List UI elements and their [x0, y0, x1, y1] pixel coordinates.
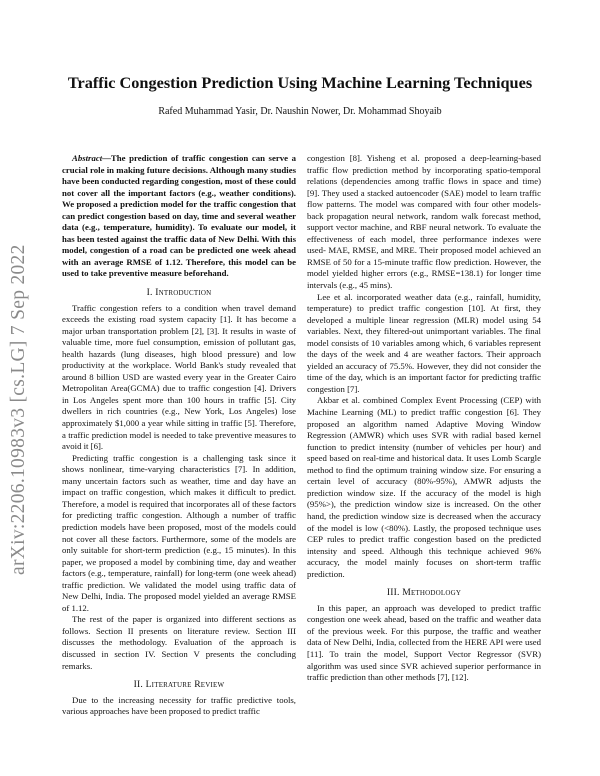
arxiv-stamp: arXiv:2206.10983v3 [cs.LG] 7 Sep 2022 — [8, 244, 29, 575]
paragraph: Lee et al. incorporated weather data (e.g., rainfall, humidity, temperature) to predict traffic congestion [10]. At first, they developed a multiple linear regression (MLR) model using 54 variables. Next, they filtered-out unimportant variables. The final model consists of 10 variables among which, 6 variables represent the days of the week and 4 are weather factors. Their approach yielded an accuracy of 75.5%. However, they did not consider the time of the day, which is an important factor for predicting traffic congestion [7]. — [307, 291, 541, 394]
paper-title: Traffic Congestion Prediction Using Machine Learning Techniques — [67, 73, 533, 92]
paragraph: Due to the increasing necessity for traffic predictive tools, various approaches have been proposed to predict traffic — [62, 694, 296, 717]
left-column — [62, 153, 296, 718]
paragraph: In this paper, an approach was developed to predict traffic congestion one week ahead, based on the traffic and weather data of the previous week. For this purpose, the traffic and weather data of New Delhi, India, collected from the HERE API were used [11]. To train the model, Support Vector Regressor (SVR) algorithm was used since SVR achieved superior performance in traffic prediction than other methods [7], [12]. — [307, 602, 541, 683]
section-heading-literature-review: II. Literature Review — [133, 679, 225, 691]
paper-authors: Rafed Muhammad Yasir, Dr. Naushin Nower, Dr. Mohammad Shoyaib — [158, 106, 442, 117]
right-column — [307, 153, 541, 684]
paragraph: The rest of the paper is organized into different sections as follows. Section II presents on literature review. Section III discusses the methodology. Evaluation of the approach is discussed in section IV. Section V presents the concluding remarks. — [62, 614, 296, 671]
abstract — [62, 153, 296, 280]
paragraph: congestion [8]. Yisheng et al. proposed a deep-learning-based traffic flow prediction method by incorporating spatio-temporal relations (dependencies among traffic flows in space and time) [9]. They used a stacked autoencoder (SAE) model to learn traffic flow patterns. The model was compared with four other models- back propagation neural network, random walk forecast method, support vector machine, and RBF neural network. To evaluate the effectiveness of each model, three performance indexes were used- MAE, RMSE, and MRE. Their proposed model achieved an RMSE of 50 for a 15-minute traffic flow prediction. However, the model yielded higher errors (e.g., RMSE=138.1) for longer time intervals (e.g., 45 mins). — [307, 153, 541, 291]
paragraph: Predicting traffic congestion is a challenging task since it shows nonlinear, time-varying characteristics [7]. In addition, many uncertain factors such as weather, time and day have an impact on traffic congestion, which makes it difficult to predict. Therefore, a model is required that incorporates all of these factors for predicting traffic congestion. Although a number of traffic prediction models have been proposed, most of the models could not cover all these factors. Furthermore, some of the models are only suitable for short-term prediction (e.g., 15 minutes). In this paper, we proposed a model by combining time, day and weather factors (e.g., temperature, rainfall) for long-term (one week ahead) traffic prediction. We validated the model using traffic data of New Delhi, India. The proposed model yielded an average RMSE of 1.12. — [62, 452, 296, 613]
section-heading-methodology: III. Methodology — [386, 587, 462, 599]
section-heading-introduction: I. Introduction — [146, 287, 212, 299]
paragraph: Akbar et al. combined Complex Event Processing (CEP) with Machine Learning (ML) to predict traffic congestion [6]. They proposed an algorithm named Adaptive Moving Window Regression (AMWR) which uses SVR with radial based kernel function to predict intensity (number of vehicles per hour) and speed based on real-time and historical data. It uses Lomb Scargle method to find the optimum training window size. For ensuring a certain level of accuracy (80%-95%), AMWR adjusts the prediction window size. If the accuracy of the model is high (95%>), the prediction window size is increased. On the other hand, the prediction window size is decreased when the accuracy of the model is low (<80%). Lastly, the proposed technique uses CEP rules to predict traffic congestion based on the predicted intensity and speed. Although this technique achieved 96% accuracy, the model mainly focuses on short-term traffic prediction. — [307, 395, 541, 579]
abstract-label: Abstract — [72, 153, 103, 163]
paragraph: Traffic congestion refers to a condition when travel demand exceeds the existing road system capacity [1]. It has become a major urban transportation problem [2], [3]. It results in waste of valuable time, more fuel consumption, emission of pollutant gas, health hazards (lung diseases, high blood pressure) and low productivity at the workplace. World Bank's study revealed that around 8 billion USD are wasted every year in the Greater Cairo Metropolitan Area(GCMA) due to traffic congestion [4]. Drivers in Los Angeles spent more than 100 hours in traffic [5]. City dwellers in rich countries (e.g., New York, Los Angeles) lose approximately $1,000 a year while sitting in traffic [5]. Therefore, a traffic prediction model is needed to take preventive measures to avoid it [6]. — [62, 302, 296, 452]
abstract-text: —The prediction of traffic congestion can serve a crucial role in making future decisions. Although many studies have been conducted regarding congestion, most of these could not cover all the important factors (e.g., weather conditions). We proposed a prediction model for the traffic congestion that can predict congestion based on day, time and several weather data (e.g., temperature, humidity). To evaluate our model, it has been tested against the traffic data of New Delhi. With this model, congestion of a road can be predicted one week ahead with an average RMSE of 1.12. Therefore, this model can be used to take preventive measure beforehand. — [62, 153, 296, 279]
